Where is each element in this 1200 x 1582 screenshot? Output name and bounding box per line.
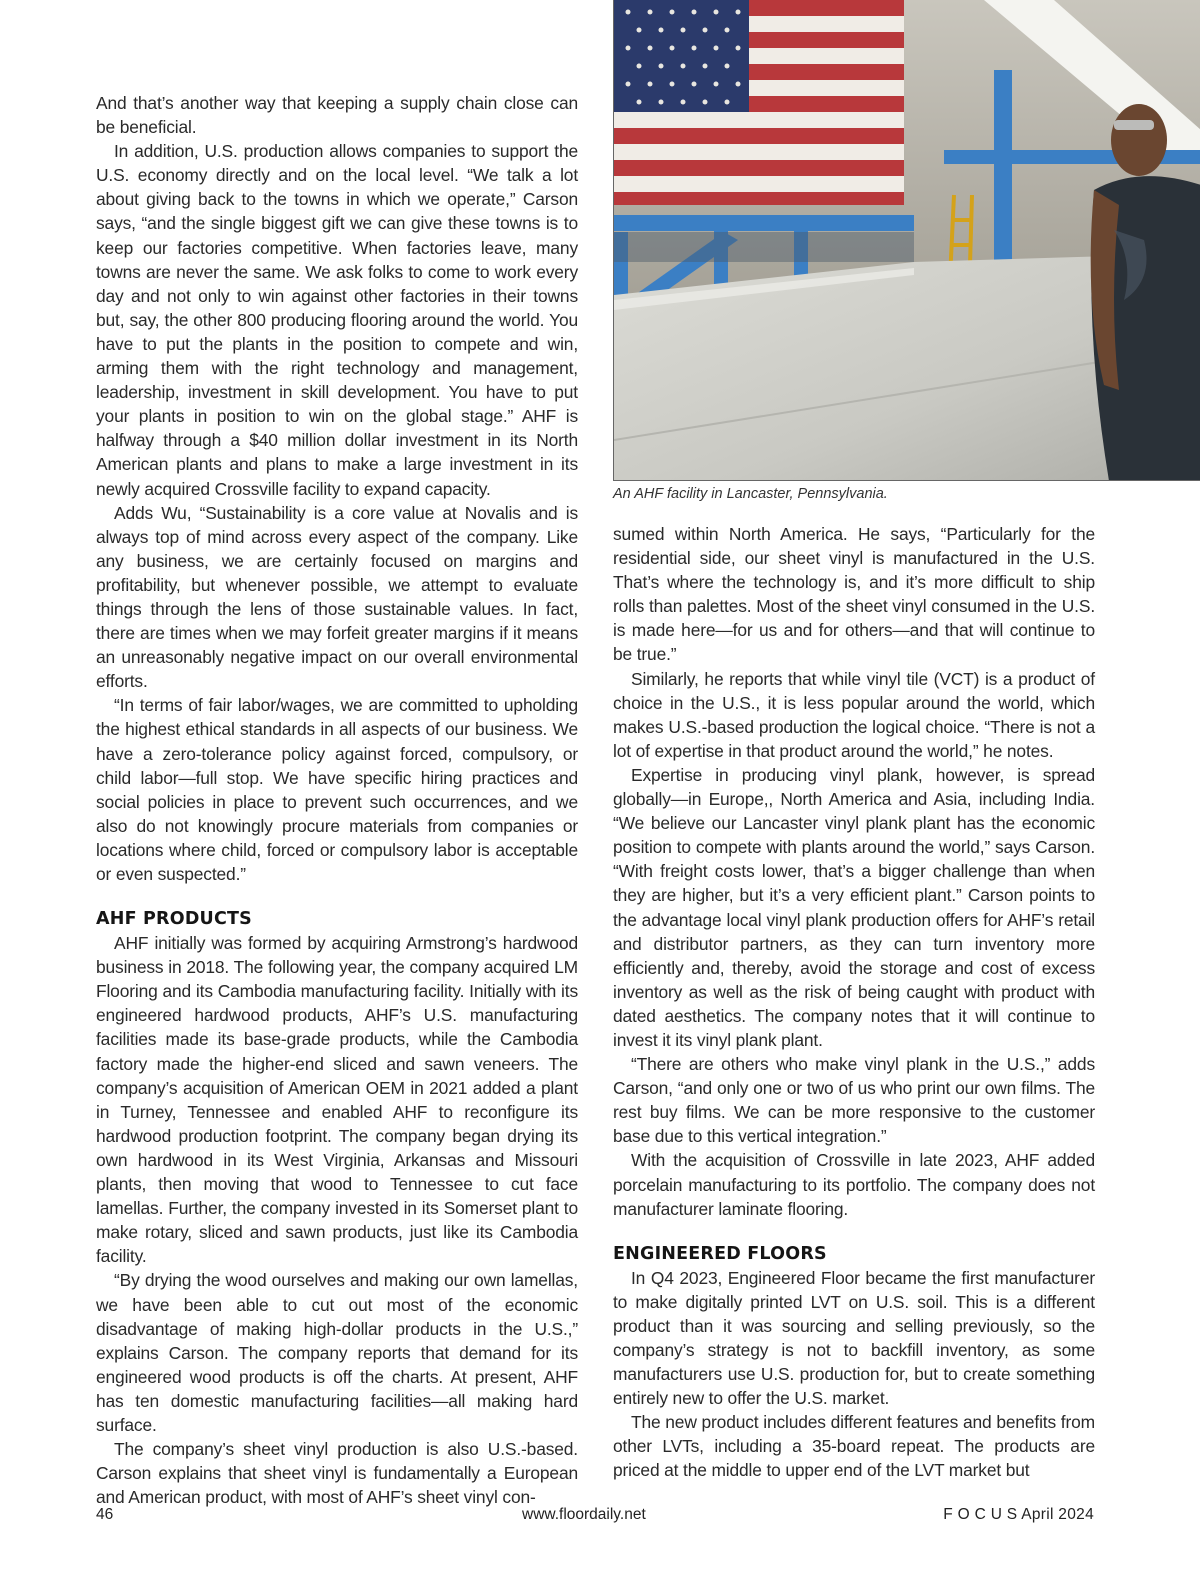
paragraph: In Q4 2023, Engineered Floor became the first manufacturer to make digitally printed LVT on U.S. soil. This is a different product than it was sourcing and selling previously, so the company’s strategy is not to backfill inventory, as some manufacturers use U.S. production for, but to create something entirely new to offer the U.S. market.	[613, 1267, 1095, 1409]
paragraph: “By drying the wood ourselves and making our own lamellas, we have been able to cut out most of the economic disadvantage of making high-dollar products in the U.S.,” explains Carson. The company reports that demand for its engineered wood products is off the charts. At present, AHF has ten domestic manufacturing facilities—all making hard surface.	[96, 1270, 578, 1435]
paragraph: “In terms of fair labor/wages, we are committed to upholding the highest ethical standards in all aspects of our business. We have a zero-tolerance policy against forced, compulsory, or child labor—full stop. We have specific hiring practices and social policies in place to prevent such occurrences, and we also do not knowingly procure materials from companies or locations where child, forced or compulsory labor is acceptable or even suspected.”	[96, 695, 578, 884]
paragraph: “There are others who make vinyl plank in the U.S.,” adds Carson, “and only one or two of us who print our own films. The rest buy films. We can be more responsive to the customer base due to this vertical integration.”	[613, 1054, 1095, 1147]
paragraph: And that’s another way that keeping a supply chain close can be beneficial.	[96, 93, 578, 138]
paragraph: The new product includes different features and benefits from other LVTs, including a 35-board repeat. The products are priced at the middle to upper end of the LVT market but	[613, 1412, 1095, 1481]
paragraph: Adds Wu, “Sustainability is a core value at Novalis and is always top of mind across every aspect of the company. Like any business, we are certainly focused on margins and profitability, but whenever possible, we attempt to evaluate things through the lens of those sustainable values. In fact, there are times when we may forfeit greater margins if it means an unreasonably negative impact on our overall environmental efforts.	[96, 502, 578, 692]
factory-photo	[613, 0, 1200, 481]
paragraph: The company’s sheet vinyl production is also U.S.-based. Carson explains that sheet vinyl is fundamentally a European and American product, with most of AHF’s sheet vinyl con-	[96, 1439, 578, 1508]
article-column-right	[613, 522, 1095, 1483]
paragraph: In addition, U.S. production allows companies to support the U.S. economy directly and on the local level. “We talk a lot about giving back to the towns in which we operate,” Carson says, “and the single biggest gift we can give these towns is to keep our factories competitive. When factories leave, many towns are never the same. We ask folks to come to work every day and not only to win against other factories in their towns but, say, the other 800 producing flooring around the world. You have to put the plants in the position to compete and win, arming them with the right technology and management, leadership, investment in skill development. You have to put your plants in position to win on the global stage.” AHF is halfway through a $40 million dollar investment in its North American plants and plans to make a large investment in its newly acquired Crossville facility to expand capacity.	[96, 141, 578, 499]
section-heading-ahf-products: AHF PRODUCTS	[96, 909, 252, 930]
factory-photo-illustration	[614, 0, 1200, 481]
paragraph: sumed within North America. He says, “Particularly for the residential side, our sheet vinyl is manufactured in the U.S. That’s where the technology is, and it’s more difficult to ship rolls than palettes. Most of the sheet vinyl consumed in the U.S. is made here—for us and for others—and that will continue to be true.”	[613, 524, 1095, 665]
paragraph: Similarly, he reports that while vinyl tile (VCT) is a product of choice in the U.S., it is less popular around the world, which makes U.S.-based production the logical choice. “There is not a lot of expertise in that product around the world,” he notes.	[613, 668, 1095, 761]
section-heading-engineered-floors: ENGINEERED FLOORS	[613, 1243, 827, 1264]
paragraph: AHF initially was formed by acquiring Armstrong’s hardwood business in 2018. The following year, the company acquired LM Flooring and its Cambodia manufacturing facility. Initially with its engineered hardwood products, AHF’s U.S. manufacturing facilities made its base-grade products, while the Cambodia factory made the higher-end sliced and sawn veneers. The company’s acquisition of American OEM in 2021 added a plant in Turney, Tennessee and enabled AHF to reconfigure its hardwood production footprint. The company began drying its own hardwood in its West Virginia, Arkansas and Missouri plants, then moving that wood to Tennessee to cut face lamellas. Further, the company invested in its Somerset plant to make rotary, sliced and sawn products, just like its Cambodia facility.	[96, 933, 578, 1267]
flag-image	[614, 0, 904, 205]
vinyl-sheet	[614, 255, 1174, 481]
website-url[interactable]: www.floordaily.net	[522, 1506, 646, 1523]
photo-caption: An AHF facility in Lancaster, Pennsylvania.	[613, 486, 888, 502]
issue-label: F O C U S April 2024	[943, 1506, 1094, 1523]
article-column-left	[96, 91, 578, 1509]
paragraph: Expertise in producing vinyl plank, however, is spread globally—in Europe,, North America and Asia, including India. “We believe our Lancaster vinyl plank plant has the economic position to compete with plants around the world,” says Carson. “With freight costs lower, that’s a bigger challenge than when they are higher, but it’s a very efficient plant.” Carson points to the advantage local vinyl plank production offers for AHF’s retail and distributor partners, as they can turn inventory more efficiently and, thereby, avoid the storage and cost of excess inventory as well as the risk of being caught with product with dated aesthetics. The company notes that it will continue to invest it its vinyl plank plant.	[613, 764, 1095, 1050]
page-number: 46	[96, 1506, 114, 1523]
paragraph: With the acquisition of Crossville in late 2023, AHF added porcelain manufacturing to its portfolio. The company does not manufacturer laminate flooring.	[613, 1150, 1095, 1219]
